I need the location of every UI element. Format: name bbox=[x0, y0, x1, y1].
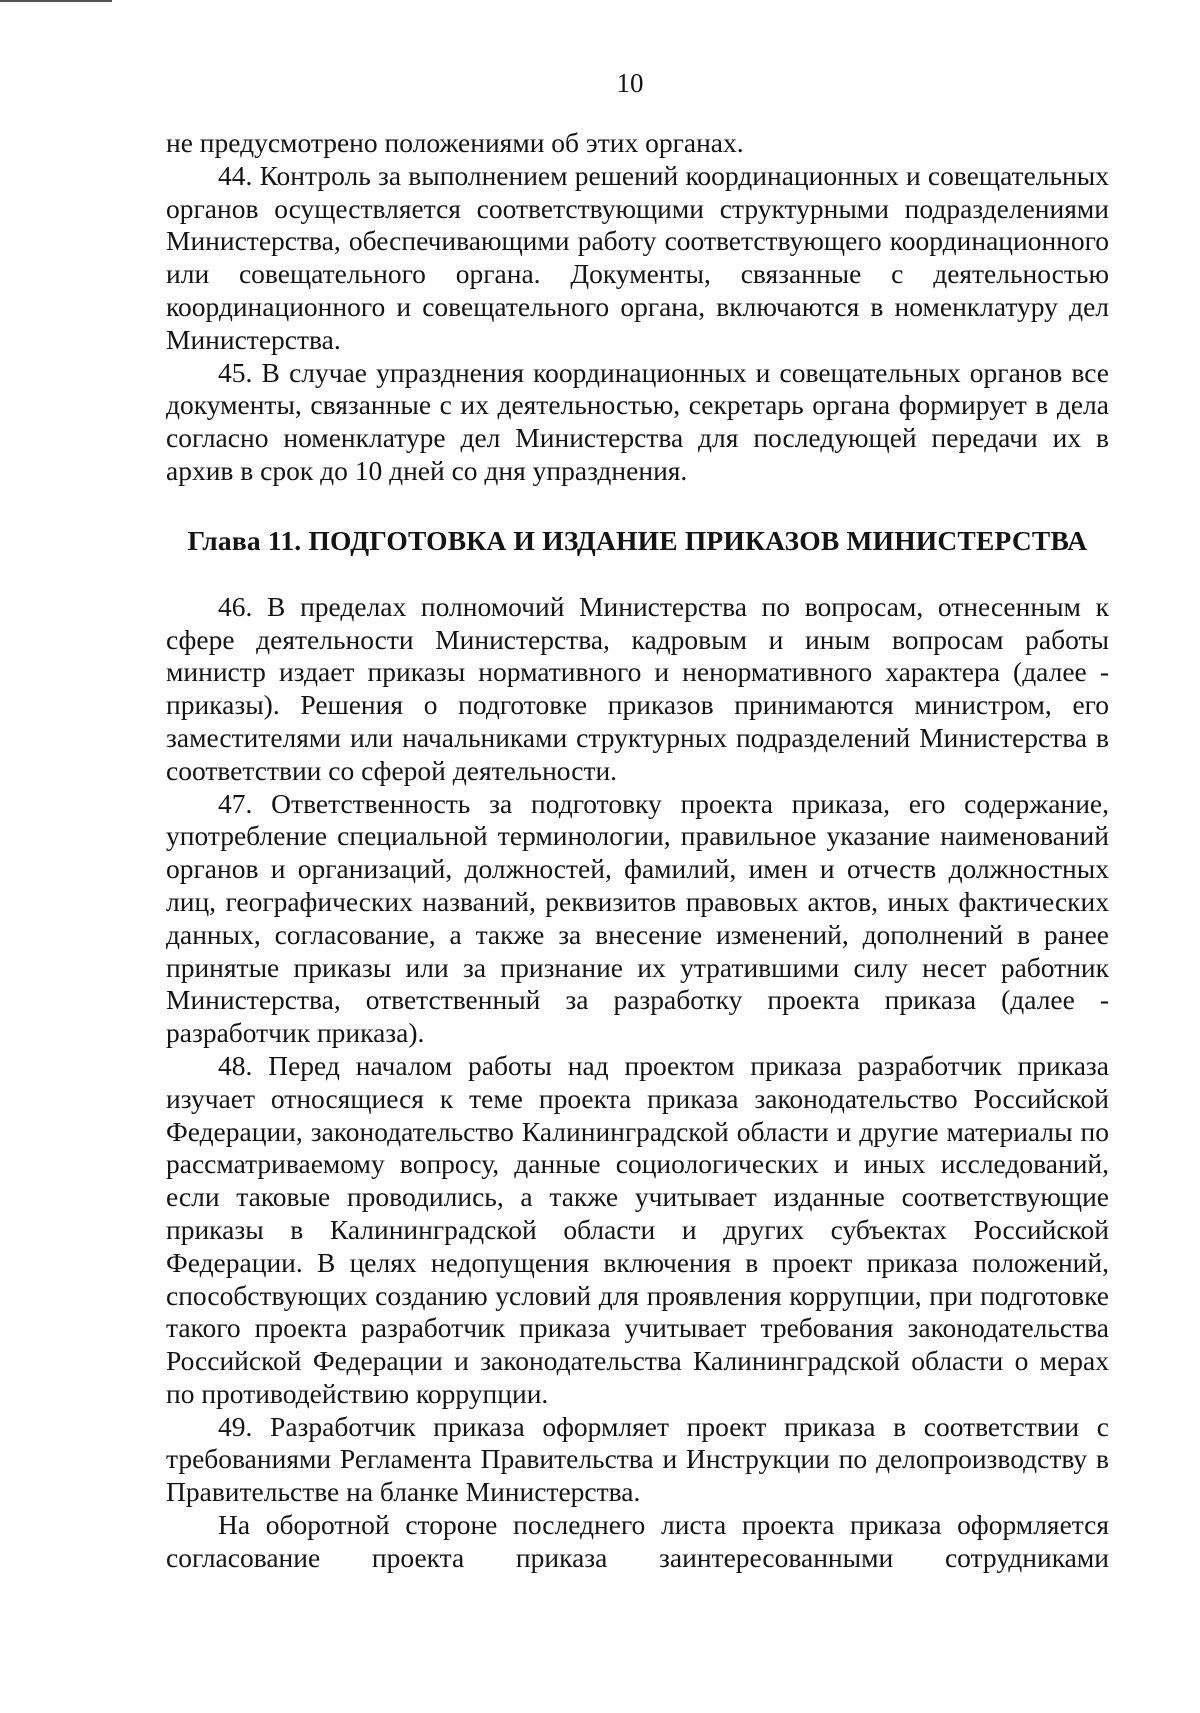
paragraph-47: 47. Ответственность за подготовку проекта приказа, его содержание, употребление специальной терминологии, правильное указание наименований органов и организаций, должностей, фамилий, имен и отчеств должностных лиц, географических названий, реквизитов правовых актов, иных фактических данных, согласование, а также за внесение изменений, дополнений в ранее принятые приказы или за признание их утратившими силу несет работник Министерства, ответственный за разработку проекта приказа (далее - разработчик приказа). bbox=[166, 787, 1109, 1049]
document-body bbox=[166, 127, 1109, 1575]
paragraph-45: 45. В случае упразднения координационных и совещательных органов все документы, связанные с их деятельностью, секретарь органа формирует в дела согласно номенклатуре дел Министерства для последующей передачи их в архив в срок до 10 дней со дня упразднения. bbox=[166, 356, 1109, 486]
scan-edge-mark bbox=[0, 0, 112, 2]
paragraph-44: 44. Контроль за выполнением решений координационных и совещательных органов осуществляется соответствующими структурными подразделениями Министерства, обеспечивающими работу соответствующего координационного или совещательного органа. Документы, связанные с деятельностью координационного и совещательного органа, включаются в номенклатуру дел Министерства. bbox=[166, 159, 1109, 355]
page-number: 10 bbox=[616, 68, 644, 98]
paragraph-46: 46. В пределах полномочий Министерства по вопросам, отнесенным к сфере деятельности Министерства, кадровым и иным вопросам работы министр издает приказы нормативного и ненормативного характера (далее - приказы). Решения о подготовке приказов принимаются министром, его заместителями или начальниками структурных подразделений Министерства в соответствии со сферой деятельности. bbox=[166, 590, 1109, 786]
paragraph-49-continued: На оборотной стороне последнего листа проекта приказа оформляется согласование проекта приказа заинтересованными сотрудниками bbox=[166, 1509, 1109, 1573]
paragraph-49: 49. Разработчик приказа оформляет проект приказа в соответствии с требованиями Регламента Правительства и Инструкции по делопроизводству в Правительстве на бланке Министерства. bbox=[166, 1410, 1109, 1508]
paragraph-48: 48. Перед началом работы над проектом приказа разработчик приказа изучает относящиеся к теме проекта приказа законодательство Российской Федерации, законодательство Калининградской области и другие материалы по рассматриваемому вопросу, данные социологических и иных исследований, если таковые проводились, а также учитывает изданные соответствующие приказы в Калининградской области и других субъектах Российской Федерации. В целях недопущения включения в проект приказа положений, способствующих созданию условий для проявления коррупции, при подготовке такого проекта разработчик приказа учитывает требования законодательства Российской Федерации и законодательства Калининградской области о мерах по противодействию коррупции. bbox=[166, 1049, 1109, 1409]
chapter-heading: Глава 11. ПОДГОТОВКА И ИЗДАНИЕ ПРИКАЗОВ МИНИСТЕРСТВА bbox=[187, 524, 1088, 556]
paragraph-continuation: не предусмотрено положениями об этих органах. bbox=[166, 127, 744, 158]
